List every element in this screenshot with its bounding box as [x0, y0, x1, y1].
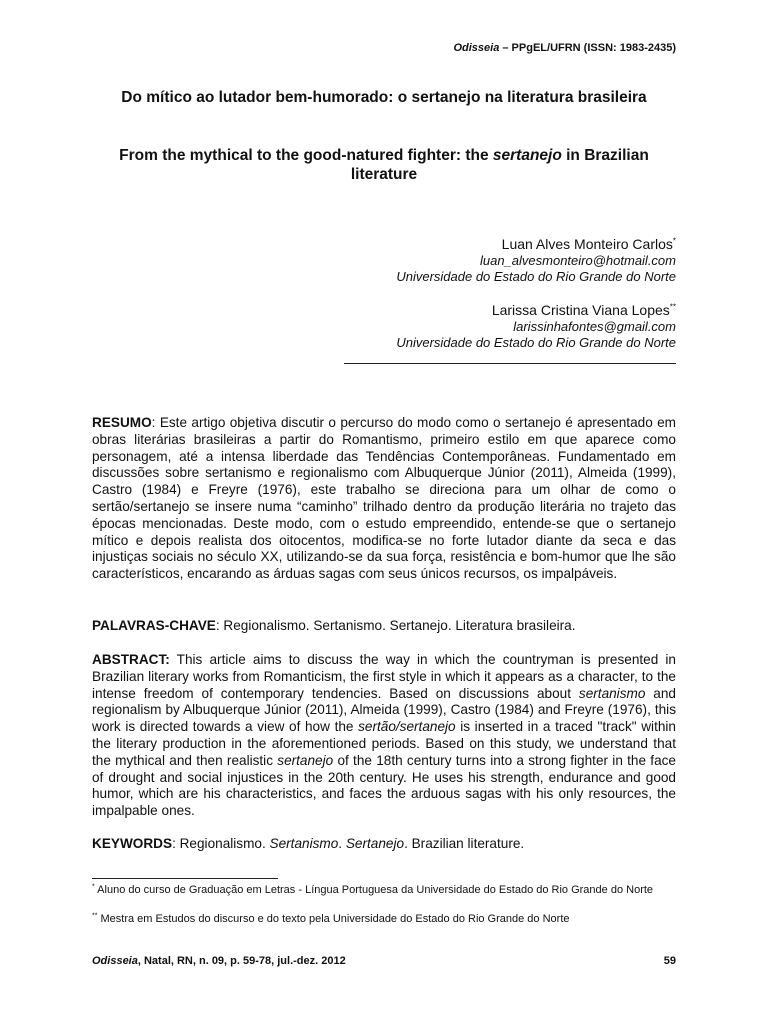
title-en-italic: sertanejo: [492, 147, 562, 164]
palavras-chave-line: [92, 618, 676, 635]
footnote-1: [92, 884, 676, 897]
footnote-mark: **: [92, 912, 98, 920]
footnote-mark: *: [92, 883, 95, 891]
resumo-label: RESUMO: [92, 415, 152, 430]
abstract-label: ABSTRACT:: [92, 652, 170, 667]
title-english: [92, 146, 676, 184]
author-divider: [344, 363, 676, 364]
header-journal: Odisseia: [453, 42, 500, 54]
resumo-paragraph: [92, 415, 676, 583]
author-name: Luan Alves Monteiro Carlos*: [501, 236, 676, 252]
running-header: [453, 42, 676, 54]
footnote-divider: [92, 878, 278, 879]
page-number: 59: [663, 955, 676, 967]
author-block-2: [236, 302, 676, 352]
abstract-paragraph: ABSTRACT: This article aims to discuss the way in which the countryman is presented in Brazilian literary works from Romanticism, the first style in which it appears as a character, to the intense freedom of contemporary tendencies. Based on discussions about sertanismo and regionalism by Albuquerque Júnior (2011), Almeida (1999), Castro (1984) and Freyre (1976), this work is directed towards a view of how the sertão/sertanejo is inserted in a traced "track" within the literary production in the aforementioned periods. Based on this study, we understand that the mythical and then realistic sertanejo of the 18th century turns into a strong fighter in the face of drought and social injustices in the 20th century. He uses his strength, endurance and good humor, which are his characteristics, and faces the arduous sagas with his only resources, the impalpable ones.: [92, 652, 676, 819]
resumo-text: : Este artigo objetiva discutir o percurso do modo como o sertanejo é apresentado em obras literárias brasileiras a partir do Romantismo, primeiro estilo em que aparece como personagem, até a intensa liberdade das Tendências Contemporâneas. Fundamentado em discussões sobre sertanismo e regionalismo com Albuquerque Júnior (2011), Almeida (1999), Castro (1984) e Freyre (1976), este trabalho se direciona para um olhar de como o sertão/sertanejo se insere numa “caminho” trilhado dentro da produção literária no trajeto das épocas mencionadas. Deste modo, com o estudo empreendido, entende-se que o sertanejo mítico e depois realista dos oitocentos, modifica-se no forte lutador diante da seca e das injustiças sociais no século XX, utilizando-se da sua força, resistência e bom-humor que lhe são característicos, encarando as árduas sagas com seus únicos recursos, os impalpáveis.: [92, 415, 676, 582]
author-email[interactable]: larissinhafontes@gmail.com: [513, 318, 676, 334]
author-mark: **: [669, 302, 676, 312]
title-portuguese: Do mítico ao lutador bem-humorado: o sertanejo na literatura brasileira: [121, 89, 647, 106]
author-institution: Universidade do Estado do Rio Grande do Norte: [396, 335, 676, 350]
author-institution: Universidade do Estado do Rio Grande do Norte: [396, 269, 676, 284]
header-info: – PPgEL/UFRN (ISSN: 1983-2435): [499, 42, 676, 54]
keywords-label: KEYWORDS: [92, 836, 173, 851]
title-en-part2: in Brazilian literature: [350, 147, 649, 183]
author-email[interactable]: luan_alvesmonteiro@hotmail.com: [479, 252, 676, 268]
palavras-chave-text: : Regionalismo. Sertanismo. Sertanejo. Literatura brasileira.: [215, 618, 576, 633]
footer-journal: Odisseia: [92, 955, 138, 967]
author-name: Larissa Cristina Viana Lopes**: [491, 302, 676, 318]
footnote-2: [92, 913, 676, 926]
footnote-text: Mestra em Estudos do discurso e do texto pela Universidade do Estado do Rio Grande do Norte: [97, 913, 570, 925]
palavras-chave-label: PALAVRAS-CHAVE: [92, 618, 216, 633]
footer-citation: , Natal, RN, n. 09, p. 59-78, jul.-dez. 2012: [137, 955, 346, 967]
page-footer: [92, 955, 676, 967]
author-block-1: [236, 236, 676, 286]
author-mark: *: [672, 236, 676, 246]
keywords-line: KEYWORDS: Regionalismo. Sertanismo. Sertanejo. Brazilian literature.: [92, 836, 525, 851]
title-en-part1: From the mythical to the good-natured fighter: the: [119, 147, 493, 164]
footnote-text: Aluno do curso de Graduação em Letras - Língua Portuguesa da Universidade do Estado do Rio Grande do Norte: [94, 884, 654, 896]
